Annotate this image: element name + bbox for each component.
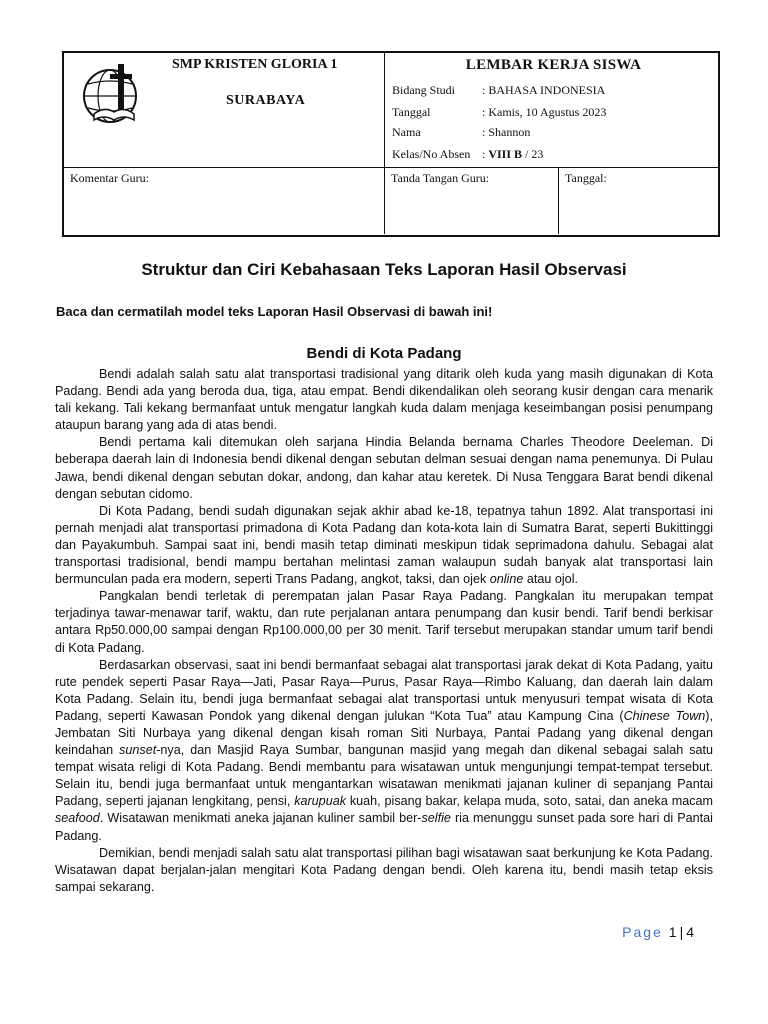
info-value-number: / 23 xyxy=(522,147,544,161)
paragraph-3 xyxy=(55,503,713,588)
date-label: Tanggal: xyxy=(565,171,607,185)
instruction-text: Baca dan cermatilah model teks Laporan Hasil Observasi di bawah ini! xyxy=(56,304,493,319)
italic-term: seafood xyxy=(55,811,100,826)
header-divider xyxy=(64,167,718,168)
italic-term: selfie xyxy=(421,811,451,826)
paragraph-4: Pangkalan bendi terletak di perempatan jalan Pasar Raya Padang. Pangkalan itu merupakan tempat terjadinya tawar-menawar tarif, waktu, dan rute perjalanan antara penumpang dan kusir bendi. Tarif bendi berkisar antara Rp50.000,00 sampai dengan Rp100.000,00 per 30 menit. Tarif tersebut merupakan standar umum tarif bendi di Kota Padang. xyxy=(55,589,713,655)
info-label: Bidang Studi xyxy=(392,83,456,97)
paragraph-3-text: Di Kota Padang, bendi sudah digunakan sejak akhir abad ke-18, tepatnya tahun 1892. Alat transportasi ini pernah menjadi alat transportasi primadona di Kota Padang dan kota-kota lain di Sumatra Barat, seperti Bukittinggi dan Payakumbuh. Sampai saat ini, bendi masih tetap diminati meskipun tidak seprimadona dahulu. Sebagai alat transportasi tradisional, bendi mampu bertahan melintasi zaman walaupun sudah banyak alat transportasi lain bermunculan pada era modern, seperti Trans Padang, angkot, taksi, dan ojek xyxy=(55,503,713,587)
paragraph-5-text: -nya, dan Masjid Raya Sumbar, bangunan masjid yang megah dan dikenal sebagai salah satu tempat wisata religi di Kota Padang. Bendi membantu para wisatawan untuk mengunjungi tempat-tempat tersebut. Selain itu, bendi juga bermanfaat untuk mengantarkan wisatawan menikmati jajanan kuliner di sepanjang Pantai Padang, seperti jajanan lengkitang, pensi, xyxy=(55,743,714,809)
sheet-title: LEMBAR KERJA SISWA xyxy=(465,57,642,73)
italic-term: karupuak xyxy=(294,794,346,809)
article-body xyxy=(55,366,713,896)
paragraph-1: Bendi adalah salah satu alat transportasi tradisional yang ditarik oleh kuda yang masih digunakan di Kota Padang. Bendi ada yang beroda dua, tiga, atau empat. Bendi dikendalikan oleh seorang kusir dengan cara menarik tali kekang. Tali kekang bermanfaat untuk mengatur langkah kuda dalam menjaga keseimbangan posisi penumpang ataupun barang yang ada di atas bendi. xyxy=(55,367,713,433)
info-value-class: VIII B xyxy=(488,147,523,161)
page-title: Struktur dan Ciri Kebahasaan Teks Laporan Hasil Observasi xyxy=(141,260,627,279)
page-number: 1 xyxy=(668,924,679,940)
paragraph-5-text: ), Jembatan Siti Nurbaya yang dikenal dengan kisah roman Siti Nurbaya, Pantai Padang yang dikenal dengan keindahan xyxy=(55,708,713,758)
page-label: Page xyxy=(622,924,663,940)
italic-term: Chinese Town xyxy=(623,708,706,723)
paragraph-5-text: Berdasarkan observasi, saat ini bendi bermanfaat sebagai alat transportasi jarak dekat di Kota Padang, yaitu rute pendek seperti Pasar Raya—Jati, Pasar Raya—Purus, Pasar Raya—Rimbo Kaluang, dan daerah lain dalam Kota Padang. Selain itu, bendi juga bermanfaat sebagai alat transportasi untuk menyusuri tempat wisata di Kota Padang, seperti Kawasan Pondok yang dikenal dengan julukan “Kota Tua” atau Kampung Cina ( xyxy=(55,657,713,723)
header-table xyxy=(62,51,720,237)
page-footer xyxy=(622,924,696,940)
teacher-signature-label: Tanda Tangan Guru: xyxy=(391,171,490,185)
paragraph-5-text: . Wisatawan menikmati aneka jajanan kuliner sambil ber- xyxy=(99,811,422,826)
italic-term: sunset xyxy=(119,743,157,758)
info-value: : Kamis, 10 Agustus 2023 xyxy=(482,105,607,119)
school-name: SMP KRISTEN GLORIA 1 xyxy=(172,57,338,72)
info-label: Nama xyxy=(392,125,421,139)
school-logo-icon xyxy=(80,62,144,126)
article-title: Bendi di Kota Padang xyxy=(306,345,462,362)
paragraph-6: Demikian, bendi menjadi salah satu alat transportasi pilihan bagi wisatawan saat berkunjung ke Kota Padang. Wisatawan dapat berjalan-jalan mengitari Kota Padang dengan bendi. Oleh karena itu, bendi masih tetap eksis sampai sekarang. xyxy=(55,845,713,894)
paragraph-5-text: ria menunggu sunset pada sore hari di Pantai Padang. xyxy=(55,811,713,843)
info-value-prefix: : xyxy=(482,147,489,161)
school-city: SURABAYA xyxy=(226,93,306,108)
paragraph-2: Bendi pertama kali ditemukan oleh sarjana Hindia Belanda bernama Charles Theodore Deeleman. Di beberapa daerah lain di Indonesia bendi dikenal dengan sebutan delman sesuai dengan nama penemunya. Di Pulau Jawa, bendi dikenal dengan sebutan dokar, andong, dan kahar atau keretek. Di Nusa Tenggara Barat bendi dikenal dengan sebutan cidomo. xyxy=(55,435,713,501)
info-value: : Shannon xyxy=(482,125,531,139)
paragraph-3-text: atau ojol. xyxy=(523,572,578,587)
page-total: 4 xyxy=(686,924,696,940)
page-separator: | xyxy=(679,924,686,940)
header-column-divider xyxy=(558,167,559,234)
teacher-comment-label: Komentar Guru: xyxy=(70,171,149,185)
info-label: Tanggal xyxy=(392,105,431,119)
info-value: : BAHASA INDONESIA xyxy=(482,83,606,97)
paragraph-5 xyxy=(55,657,713,845)
italic-term: online xyxy=(489,572,524,587)
header-column-divider xyxy=(384,53,385,234)
info-value xyxy=(482,147,543,162)
paragraph-5-text: kuah, pisang bakar, kelapa muda, soto, satai, dan aneka macam xyxy=(346,794,713,809)
info-label: Kelas/No Absen xyxy=(392,147,471,161)
